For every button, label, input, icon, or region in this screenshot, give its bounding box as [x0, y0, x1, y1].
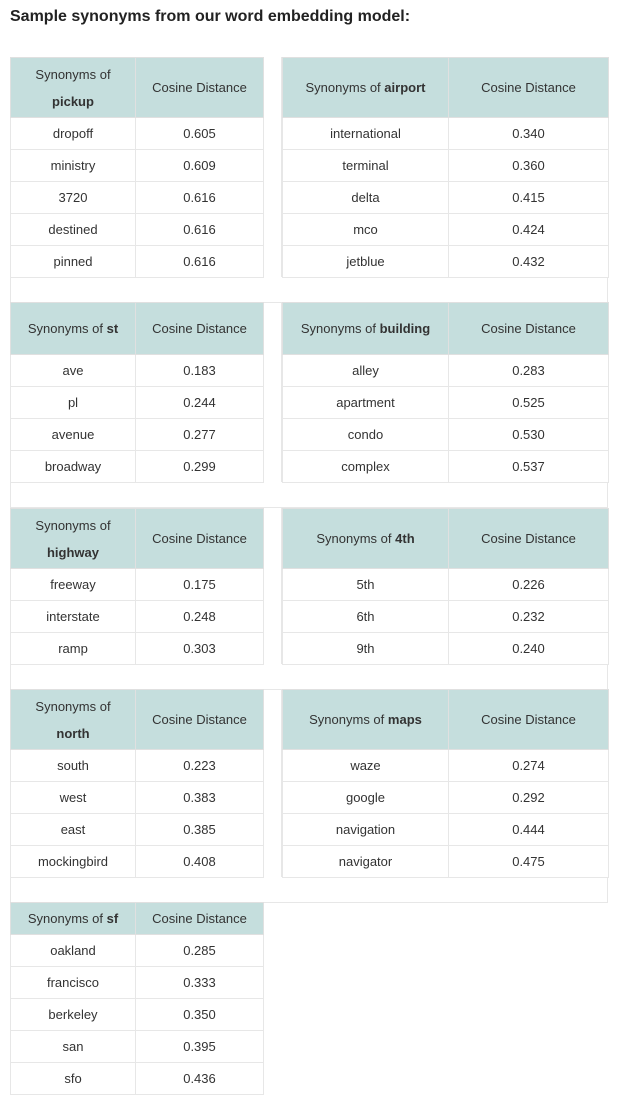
table-group — [10, 302, 608, 482]
distance-cell: 0.537 — [449, 451, 609, 483]
distance-cell: 0.475 — [449, 846, 609, 878]
synonym-cell: 6th — [283, 601, 449, 633]
table-row — [11, 355, 264, 387]
table-row — [283, 355, 609, 387]
distance-cell: 0.383 — [136, 782, 264, 814]
synonym-table-sf — [10, 902, 264, 1095]
synonym-cell: dropoff — [11, 118, 136, 150]
distance-cell: 0.616 — [136, 214, 264, 246]
distance-cell: 0.444 — [449, 814, 609, 846]
cosine-distance-header: Cosine Distance — [449, 690, 609, 750]
synonym-cell: east — [11, 814, 136, 846]
query-word: north — [56, 725, 90, 741]
synonym-cell: berkeley — [11, 999, 136, 1031]
distance-cell: 0.303 — [136, 633, 264, 665]
synonym-cell: international — [283, 118, 449, 150]
table-row — [283, 601, 609, 633]
synonym-cell: ramp — [11, 633, 136, 665]
table-row — [283, 782, 609, 814]
table-row — [283, 633, 609, 665]
synonyms-header — [283, 58, 449, 118]
distance-cell: 0.395 — [136, 1031, 264, 1063]
cosine-distance-header: Cosine Distance — [449, 58, 609, 118]
synonym-table-st — [10, 302, 264, 483]
synonyms-header-prefix: Synonyms of — [35, 66, 111, 82]
table-header-row — [11, 58, 264, 118]
distance-cell: 0.340 — [449, 118, 609, 150]
synonym-cell: francisco — [11, 967, 136, 999]
synonym-cell: freeway — [11, 569, 136, 601]
table-row — [11, 1031, 264, 1063]
table-row — [283, 118, 609, 150]
group-spacer — [10, 664, 608, 690]
synonym-cell: apartment — [283, 387, 449, 419]
synonyms-header — [283, 509, 449, 569]
cosine-distance-header: Cosine Distance — [136, 509, 264, 569]
table-header-row — [283, 509, 609, 569]
distance-cell: 0.226 — [449, 569, 609, 601]
table-row — [283, 569, 609, 601]
distance-cell: 0.244 — [136, 387, 264, 419]
cosine-distance-header: Cosine Distance — [136, 903, 264, 935]
synonym-cell: navigation — [283, 814, 449, 846]
table-row — [11, 387, 264, 419]
synonym-cell: pinned — [11, 246, 136, 278]
table-header-row — [11, 303, 264, 355]
distance-cell: 0.240 — [449, 633, 609, 665]
table-row — [11, 846, 264, 878]
synonym-cell: complex — [283, 451, 449, 483]
table-row — [11, 419, 264, 451]
synonym-cell: condo — [283, 419, 449, 451]
distance-cell: 0.333 — [136, 967, 264, 999]
synonyms-header-prefix: Synonyms of — [305, 80, 381, 95]
group-gap — [263, 302, 282, 482]
group-spacer — [10, 877, 608, 903]
synonyms-header-prefix: Synonyms of — [35, 698, 111, 714]
synonym-cell: 9th — [283, 633, 449, 665]
synonyms-header-prefix: Synonyms of — [309, 712, 385, 727]
table-row — [11, 935, 264, 967]
synonyms-header-prefix: Synonyms of — [300, 321, 376, 336]
query-word: maps — [387, 712, 422, 727]
table-row — [11, 782, 264, 814]
synonym-cell: pl — [11, 387, 136, 419]
synonym-cell: ministry — [11, 150, 136, 182]
group-spacer — [10, 482, 608, 508]
synonym-cell: broadway — [11, 451, 136, 483]
group-spacer — [10, 277, 608, 303]
group-gap — [263, 689, 282, 877]
table-row — [11, 601, 264, 633]
table-row — [11, 750, 264, 782]
synonym-cell: delta — [283, 182, 449, 214]
synonyms-header-prefix: Synonyms of — [27, 321, 103, 336]
table-header-row — [283, 58, 609, 118]
table-group — [10, 57, 608, 277]
table-header-row — [283, 303, 609, 355]
synonym-cell: navigator — [283, 846, 449, 878]
table-row — [11, 814, 264, 846]
table-group — [10, 902, 608, 1094]
synonyms-header — [11, 509, 136, 569]
synonyms-header-prefix: Synonyms of — [316, 531, 392, 546]
synonym-cell: 3720 — [11, 182, 136, 214]
table-group — [10, 508, 608, 664]
distance-cell: 0.232 — [449, 601, 609, 633]
table-row — [283, 246, 609, 278]
table-header-row — [11, 690, 264, 750]
group-gap — [263, 508, 282, 664]
query-word: highway — [46, 544, 99, 560]
table-row — [283, 419, 609, 451]
table-row — [283, 451, 609, 483]
table-header-row — [11, 509, 264, 569]
synonym-table-airport — [282, 57, 609, 278]
distance-cell: 0.248 — [136, 601, 264, 633]
table-row — [11, 150, 264, 182]
table-group — [10, 689, 608, 877]
cosine-distance-header: Cosine Distance — [136, 303, 264, 355]
distance-cell: 0.415 — [449, 182, 609, 214]
distance-cell: 0.616 — [136, 182, 264, 214]
distance-cell: 0.183 — [136, 355, 264, 387]
synonym-table-north — [10, 689, 264, 878]
synonym-cell: mco — [283, 214, 449, 246]
distance-cell: 0.605 — [136, 118, 264, 150]
synonym-cell: alley — [283, 355, 449, 387]
table-row — [11, 214, 264, 246]
query-word: st — [106, 321, 119, 336]
synonym-table-building — [282, 302, 609, 483]
synonym-cell: google — [283, 782, 449, 814]
table-row — [11, 999, 264, 1031]
distance-cell: 0.525 — [449, 387, 609, 419]
synonym-cell: mockingbird — [11, 846, 136, 878]
synonym-cell: interstate — [11, 601, 136, 633]
distance-cell: 0.223 — [136, 750, 264, 782]
synonym-cell: west — [11, 782, 136, 814]
distance-cell: 0.424 — [449, 214, 609, 246]
synonyms-header — [11, 58, 136, 118]
cosine-distance-header: Cosine Distance — [136, 690, 264, 750]
table-row — [11, 633, 264, 665]
synonyms-header — [11, 690, 136, 750]
synonym-table-4th — [282, 508, 609, 665]
table-row — [283, 387, 609, 419]
distance-cell: 0.299 — [136, 451, 264, 483]
table-row — [11, 118, 264, 150]
table-row — [11, 967, 264, 999]
table-row — [11, 182, 264, 214]
synonym-cell: san — [11, 1031, 136, 1063]
synonym-cell: sfo — [11, 1063, 136, 1095]
page-title: Sample synonyms from our word embedding model: — [10, 8, 411, 25]
distance-cell: 0.360 — [449, 150, 609, 182]
synonyms-header — [283, 303, 449, 355]
distance-cell: 0.350 — [136, 999, 264, 1031]
synonym-cell: ave — [11, 355, 136, 387]
table-row — [283, 814, 609, 846]
table-row — [283, 214, 609, 246]
table-row — [11, 1063, 264, 1095]
distance-cell: 0.277 — [136, 419, 264, 451]
distance-cell: 0.274 — [449, 750, 609, 782]
table-row — [283, 182, 609, 214]
synonym-table-maps — [282, 689, 609, 878]
distance-cell: 0.292 — [449, 782, 609, 814]
synonyms-header — [11, 903, 136, 935]
table-row — [283, 150, 609, 182]
distance-cell: 0.616 — [136, 246, 264, 278]
table-header-row — [11, 903, 264, 935]
cosine-distance-header: Cosine Distance — [136, 58, 264, 118]
query-word: sf — [106, 911, 119, 926]
synonym-cell: avenue — [11, 419, 136, 451]
distance-cell: 0.175 — [136, 569, 264, 601]
table-row — [283, 846, 609, 878]
synonyms-header — [283, 690, 449, 750]
synonym-cell: destined — [11, 214, 136, 246]
distance-cell: 0.408 — [136, 846, 264, 878]
synonyms-header-prefix: Synonyms of — [27, 911, 103, 926]
synonyms-header-prefix: Synonyms of — [35, 517, 111, 533]
synonym-cell: oakland — [11, 935, 136, 967]
query-word: airport — [384, 80, 426, 95]
distance-cell: 0.609 — [136, 150, 264, 182]
distance-cell: 0.436 — [136, 1063, 264, 1095]
table-row — [283, 750, 609, 782]
query-word: 4th — [395, 531, 415, 546]
synonyms-header — [11, 303, 136, 355]
table-row — [11, 246, 264, 278]
synonym-table-pickup — [10, 57, 264, 278]
cosine-distance-header: Cosine Distance — [449, 509, 609, 569]
table-header-row — [283, 690, 609, 750]
table-row — [11, 569, 264, 601]
distance-cell: 0.530 — [449, 419, 609, 451]
distance-cell: 0.385 — [136, 814, 264, 846]
query-word: pickup — [52, 93, 94, 109]
group-gap — [263, 57, 282, 277]
synonym-cell: 5th — [283, 569, 449, 601]
distance-cell: 0.432 — [449, 246, 609, 278]
table-row — [11, 451, 264, 483]
synonym-cell: waze — [283, 750, 449, 782]
synonym-cell: terminal — [283, 150, 449, 182]
synonym-cell: jetblue — [283, 246, 449, 278]
synonym-table-highway — [10, 508, 264, 665]
distance-cell: 0.285 — [136, 935, 264, 967]
cosine-distance-header: Cosine Distance — [449, 303, 609, 355]
distance-cell: 0.283 — [449, 355, 609, 387]
synonym-cell: south — [11, 750, 136, 782]
query-word: building — [379, 321, 431, 336]
